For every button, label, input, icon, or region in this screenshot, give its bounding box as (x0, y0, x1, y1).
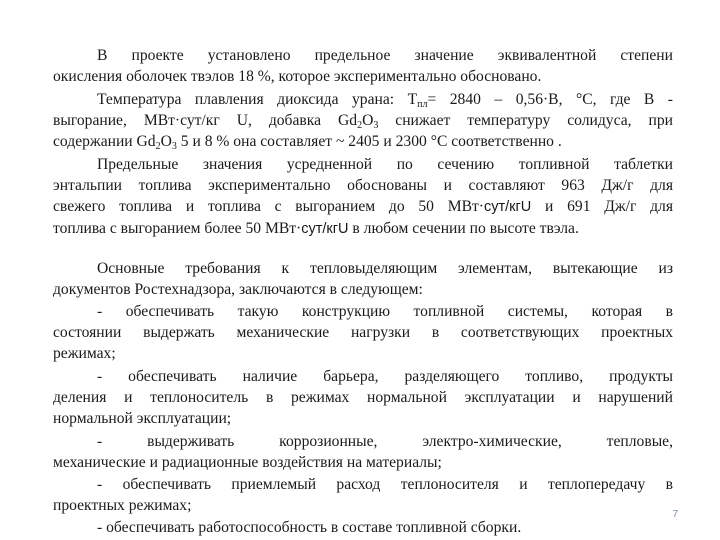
text-line: - обеспечивать приемлемый расход теплоносителя и теплопередачу в (97, 476, 673, 493)
text-line: содержании $Gd_2O_3$ 5 и 8 % она составляет ~ 2405 и 2300 °С соответственно . (53, 133, 562, 152)
text-line: Основные требования к тепловыделяющим элементам, вытекающие из (97, 260, 673, 277)
text-line: окисления оболочек твэлов 18 %, которое экспериментально обосновано. (53, 68, 542, 85)
text-line: состоянии выдержать механические нагрузки в соответствующих проектных (53, 324, 673, 341)
text-line: энтальпии топлива экспериментально обоснованы и составляют 963 Дж/г для (53, 177, 673, 194)
text-line: документов Ростехнадзора, заключаются в следующем: (53, 281, 423, 298)
text-line: В проекте установлено предельное значение эквивалентной степени (97, 47, 673, 64)
paragraph-enthalpy-limits (53, 154, 673, 240)
requirements-intro (53, 258, 673, 300)
paragraph-oxidation-limit (53, 45, 673, 87)
text-line: свежего топлива и топлива с выгоранием до 50 МВт·сут/кгU и 691 Дж/г для (53, 198, 674, 215)
text-line: - обеспечивать наличие барьера, разделяющего топливо, продукты (97, 368, 673, 385)
requirement-item-mechanical-loads (53, 301, 673, 364)
text-line: режимах; (53, 345, 116, 362)
page-number: 7 (672, 509, 678, 520)
text-line: нормальной эксплуатации; (53, 410, 232, 427)
text-line: топлива с выгоранием более 50 МВт·сут/кгU в любом сечении по высоте твэла. (53, 220, 579, 237)
requirement-item-coolant (53, 474, 673, 516)
text-line: - выдерживать коррозионные, электро-химические, тепловые, (97, 433, 673, 450)
text-line: выгорание, МВт·сут/кг U, добавка $Gd_2O_3$ снижает температуру солидуса, при (53, 112, 673, 131)
requirement-item-corrosion (53, 431, 673, 473)
text-line: - обеспечивать работоспособность в составе топливной сборки. (97, 519, 522, 536)
text-line: - обеспечивать такую конструкцию топливной системы, которая в (97, 303, 673, 320)
requirement-item-barrier (53, 366, 673, 429)
text-line: Температура плавления диоксида урана: $Т_{пл}= 2840 - 0,56\cdot В$, °С, где В - (97, 91, 673, 110)
text-line: Предельные значения усредненной по сечению топливной таблетки (97, 156, 673, 173)
text-line: механические и радиационные воздействия на материалы; (53, 454, 442, 471)
paragraph-melting-point (53, 89, 673, 152)
requirement-item-fuel-assembly (53, 517, 673, 538)
text-line: деления и теплоноситель в режимах нормальной эксплуатации и нарушений (53, 389, 673, 406)
text-line: проектных режимах; (53, 497, 192, 514)
